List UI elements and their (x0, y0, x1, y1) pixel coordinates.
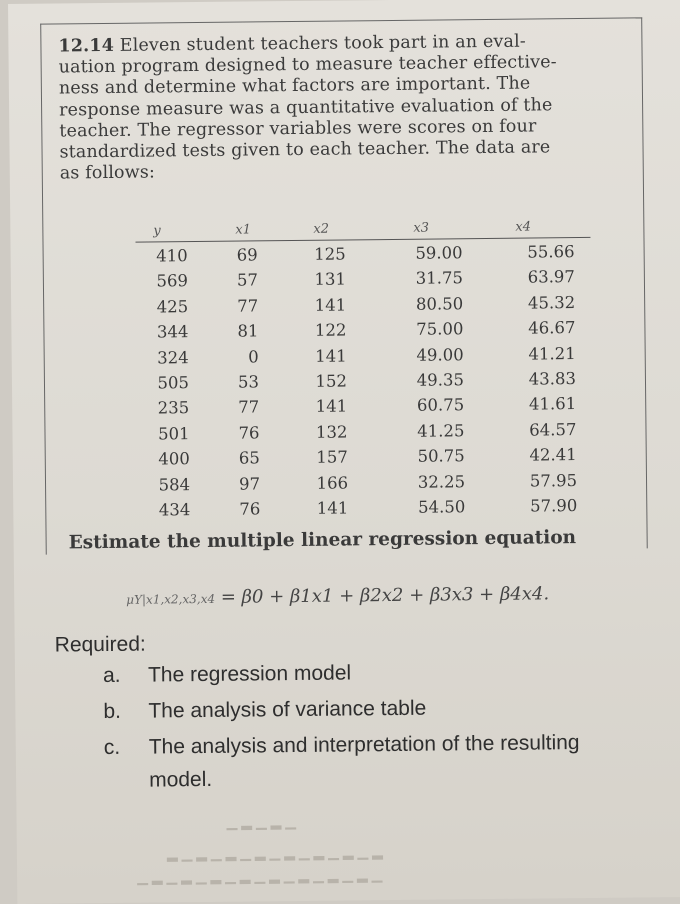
table-cell: 57.90 (529, 495, 578, 516)
table-cell: 80.50 (415, 294, 464, 314)
table-cell: 69 (236, 245, 258, 265)
table-cell: 42.41 (529, 445, 577, 465)
table-cell: 166 (316, 472, 349, 493)
table-cell: 235 (157, 398, 190, 418)
table-cell: 63.97 (527, 267, 575, 287)
table-cell: 49.35 (416, 370, 465, 390)
table-cell: 132 (315, 422, 348, 442)
problem-number: 12.14 (58, 35, 115, 57)
table-cell: 324 (157, 347, 189, 368)
table-cell: 77 (238, 397, 260, 417)
item-b-label: b. (103, 699, 122, 724)
table-row (138, 492, 593, 522)
table-cell: 59.00 (415, 243, 463, 263)
table-cell: 141 (315, 396, 348, 417)
table-cell: 505 (157, 373, 190, 393)
table-cell: 50.75 (417, 446, 465, 466)
table-cell: 41.25 (417, 420, 465, 441)
table-cell: 584 (158, 474, 191, 494)
item-c-text-2: model. (149, 767, 213, 792)
table-cell: 434 (158, 500, 191, 520)
table-cell: 32.25 (417, 471, 466, 492)
problem-line-5: teacher. The regressor variables were scores on four (59, 116, 537, 142)
table-body (136, 238, 594, 522)
header-x4: x4 (515, 219, 532, 235)
table-cell: 141 (314, 295, 347, 315)
problem-line-7: as follows: (59, 162, 156, 184)
table-cell: 60.75 (416, 395, 465, 416)
bleed-through-text: ▂ ▁ ▂ ▁ ▂ ▁ ▂ ▁ ▂ ▁ ▂ ▁ ▂ ▁ ▂ (166, 843, 383, 862)
table-cell: 31.75 (415, 268, 463, 289)
table-cell: 501 (157, 423, 190, 444)
item-c-text: The analysis and interpretation of the resulting (148, 731, 580, 759)
table-cell: 569 (156, 271, 189, 291)
table-cell: 77 (237, 296, 259, 316)
regression-equation (126, 583, 549, 608)
header-x3: x3 (413, 220, 430, 236)
header-y: y (153, 223, 161, 239)
table-cell: 122 (314, 320, 347, 340)
problem-line-6: standardized tests given to each teacher. The data are (59, 137, 551, 163)
problem-line-3: ness and determine what factors are important. The (58, 73, 531, 99)
estimate-instruction: Estimate the multiple linear regression equation (68, 527, 577, 554)
table-cell: 75.00 (416, 319, 464, 339)
problem-statement (58, 30, 640, 184)
equation-rhs: = β0 + β1x1 + β2x2 + β3x3 + β4x4. (220, 583, 550, 608)
table-cell: 400 (158, 449, 190, 469)
table-cell: 81 (237, 321, 259, 341)
header-x2: x2 (313, 221, 330, 237)
table-cell: 43.83 (528, 369, 577, 389)
bleed-through-text: ▁ ▂ ▁ ▂ ▁ (226, 813, 297, 830)
table-cell: 131 (314, 269, 347, 290)
table-cell: 57 (236, 270, 259, 291)
table-cell: 55.66 (527, 242, 575, 262)
table-cell: 425 (156, 296, 189, 317)
problem-line-4: response measure was a quantitative evaluation of the (59, 94, 553, 121)
table-cell: 45.32 (527, 292, 576, 313)
document-page (8, 0, 680, 904)
table-cell: 41.21 (528, 343, 576, 364)
equation-lhs: μY|x1,x2,x3,x4 (126, 591, 216, 607)
table-cell: 53 (237, 372, 260, 392)
table-cell: 344 (156, 322, 189, 342)
table-cell: 76 (238, 423, 260, 443)
data-table (135, 221, 593, 522)
table-cell: 125 (314, 244, 346, 264)
table-cell: 54.50 (417, 497, 466, 517)
item-b-text: The analysis of variance table (148, 696, 427, 723)
bleed-through-text: ▁ ▂ ▁ ▂ ▁ ▂ ▁ ▂ ▁ ▂ ▁ ▂ ▁ ▂ ▁ ▂ ▁ (137, 866, 383, 885)
item-a-label: a. (102, 663, 121, 688)
problem-line-2: uation program designed to measure teacher effective- (58, 52, 557, 78)
table-cell: 141 (315, 346, 347, 366)
problem-line-1: 12.14 Eleven student teachers took part in an eval- (58, 31, 526, 57)
table-cell: 41.61 (528, 394, 577, 414)
table-cell: 76 (239, 499, 261, 519)
table-cell: 64.57 (529, 419, 577, 440)
item-c-label: c. (103, 735, 121, 760)
header-x1: x1 (235, 222, 252, 238)
table-cell: 49.00 (416, 344, 464, 365)
table-cell: 141 (316, 498, 349, 518)
table-cell: 46.67 (528, 318, 576, 338)
item-a-text: The regression model (147, 661, 352, 687)
table-cell: 0 (248, 346, 259, 367)
table-cell: 157 (316, 447, 348, 467)
required-heading: Required: (54, 632, 146, 657)
table-cell: 65 (238, 448, 260, 468)
table-cell: 57.95 (529, 470, 578, 491)
table-cell: 152 (315, 371, 348, 391)
table-cell: 97 (238, 473, 261, 494)
table-cell: 410 (156, 246, 188, 266)
